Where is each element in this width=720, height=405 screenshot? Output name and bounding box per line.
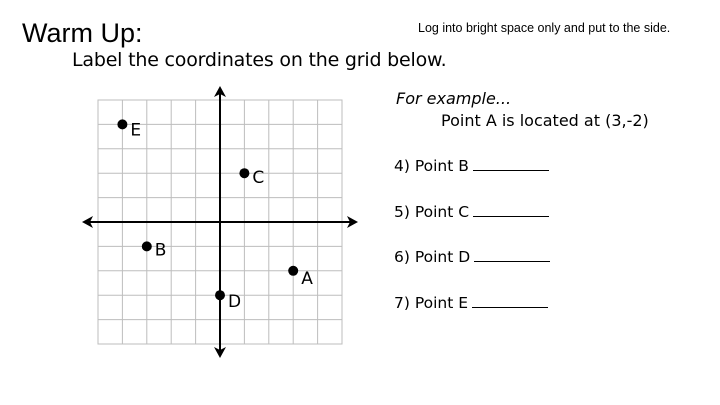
point-label-a: A [301, 268, 313, 289]
point-label-d: D [228, 292, 242, 313]
answer-blank[interactable] [472, 295, 548, 308]
question-label: 7) Point E [394, 294, 469, 312]
point-b [142, 241, 152, 251]
answer-blank[interactable] [473, 158, 549, 171]
login-note: Log into bright space only and put to the side. [418, 21, 671, 35]
point-label-c: C [252, 168, 265, 189]
question-4 [394, 157, 549, 175]
question-label: 4) Point B [394, 157, 469, 175]
question-5 [394, 203, 549, 221]
point-label-e: E [130, 120, 142, 141]
question-7 [394, 294, 548, 312]
question-6 [394, 248, 550, 266]
question-label: 5) Point C [394, 203, 470, 221]
answer-blank[interactable] [473, 204, 549, 217]
example-text: Point A is located at (3,-2) [441, 111, 649, 130]
point-e [117, 119, 127, 129]
answer-blank[interactable] [474, 249, 550, 262]
point-a [288, 266, 298, 276]
example-heading: For example... [396, 89, 512, 108]
point-label-b: B [154, 240, 167, 261]
instruction-text: Label the coordinates on the grid below. [72, 49, 447, 71]
slide-title: Warm Up: [22, 18, 143, 48]
question-label: 6) Point D [394, 248, 471, 266]
point-c [239, 168, 249, 178]
point-d [215, 290, 225, 300]
